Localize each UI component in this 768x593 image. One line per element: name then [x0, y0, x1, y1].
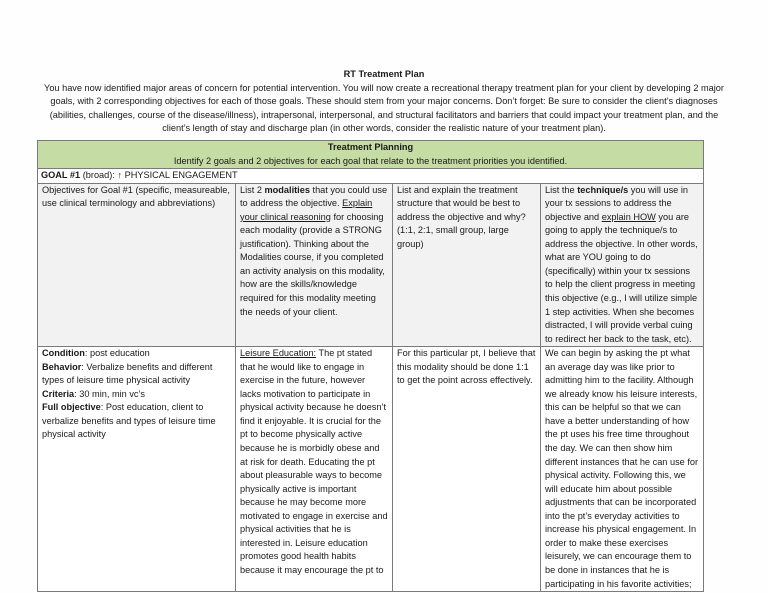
- behavior-value: : Verbalize benefits and different types of leisure time physical activity: [42, 361, 213, 386]
- column-header-text: List 2: [240, 184, 265, 195]
- modality-cell: [236, 347, 393, 592]
- technique-text: We can begin by asking the pt what an average day was like prior to admitting him to the facility. Although we already know his leisure interests, this can be helpful so that we can have a better understanding of how the pt uses his free time throughout the day. We can then show him different instances that he can use for physical activity. Following this, we will educate him about possible adjustments that can be incorporated into the pt’s everyday activities to increase his physical engagement. In order to make these exercises leisurely, we can encourage them to be done in instances that he is participating in his favorite activities;: [545, 348, 699, 589]
- treatment-planning-table: [37, 140, 704, 592]
- column-header-text: for choosing each modality (provide a STRONG justification). Thinking about the Modalities course, if you completed an activity analysis on this modality, how are the skills/knowledge required for this modality meeting the needs of your client.: [240, 211, 385, 317]
- full-objective-label: Full objective: [42, 402, 101, 413]
- up-arrow-icon: ↑: [117, 170, 123, 181]
- column-header-underline: Explain your clinical reasoning: [240, 198, 373, 222]
- goal-label: GOAL #1: [41, 170, 81, 181]
- criteria-label: Criteria: [42, 388, 75, 399]
- intro-section: [40, 68, 728, 136]
- condition-value: : post education: [84, 348, 150, 359]
- table-subtitle: Identify 2 goals and 2 objectives for each goal that relate to the treatment priorities you identified.: [173, 155, 568, 166]
- goal-text: PHYSICAL ENGAGEMENT: [122, 170, 238, 181]
- column-header-emphasis: technique/s: [577, 184, 629, 195]
- column-header-text: you are going to apply the technique/s to address the objective. In other words, what are YOU going to do (specifically) within your tx sessions to help the client progress in meeting this objective (e.g., I will utilize simple 1 step activities. When she becomes distracted, I will provide verbal cuing to redirect her back to the task, etc).: [545, 211, 698, 344]
- structure-cell: [393, 347, 541, 592]
- column-header-modalities: [236, 183, 393, 347]
- goal-qualifier: (broad):: [80, 170, 118, 181]
- column-header-text: List the: [545, 184, 578, 195]
- intro-paragraph: You have now identified major areas of concern for potential intervention. You will now create a recreational therapy treatment plan for your client by developing 2 major goals, with 2 corresponding objectives for each of those goals. These should stem from your major concerns. Don’t forget: Be sure to consider the client’s diagnoses (abilities, challenges, course of the disease/illness), intrapersonal, interpersonal, and structural facilitators and barriers that could impact your treatment plan, and the client’s length of stay and discharge plan (in other words, consider the realistic nature of your treatment plan).: [44, 82, 724, 134]
- column-header-underline: explain HOW: [601, 211, 656, 222]
- condition-label: Condition: [42, 348, 85, 359]
- column-header-objectives: [38, 183, 236, 347]
- table-title: Treatment Planning: [327, 142, 414, 152]
- column-header-text: List and explain the treatment structure that would be best to address the objective and why? (1:1, 2:1, small group, large group): [397, 184, 526, 249]
- table-header: [38, 141, 704, 169]
- column-header-text: Objectives for Goal #1 (specific, measureable, use clinical terminology and abbreviations): [42, 184, 230, 209]
- behavior-label: Behavior: [42, 361, 82, 372]
- document-title: RT Treatment Plan: [343, 69, 425, 79]
- full-objective-value: : Post education, client to verbalize benefits and types of leisure time physical activity: [42, 402, 216, 440]
- column-header-structure: [393, 183, 541, 347]
- modality-title: Leisure Education:: [240, 348, 317, 359]
- column-header-techniques: [541, 183, 704, 347]
- column-header-text: that you could use to address the objective.: [240, 184, 388, 209]
- technique-cell: [541, 347, 704, 592]
- goal-row: [38, 169, 704, 184]
- column-header-emphasis: modalities: [264, 184, 310, 195]
- criteria-value: : 30 min, min vc’s: [74, 388, 145, 399]
- modality-text: The pt stated that he would like to engage in exercise in the future, however lacks motivation to participate in physical activity because he doesn’t find it enjoyable. It is crucial for the pt to become physically active because he is morbidly obese and at risk for death. Educating the pt about pleasurable ways to become physically active is important because he may become more motivated to engage in exercise and physical activities that he is interested in. Leisure education promotes good health habits because it may encourage the pt to: [240, 348, 388, 575]
- column-header-text: you will use in your tx sessions to address the objective and: [545, 184, 688, 222]
- objective-cell: [38, 347, 236, 592]
- structure-text: For this particular pt, I believe that this modality should be done 1:1 to get the point across effectively.: [397, 348, 536, 386]
